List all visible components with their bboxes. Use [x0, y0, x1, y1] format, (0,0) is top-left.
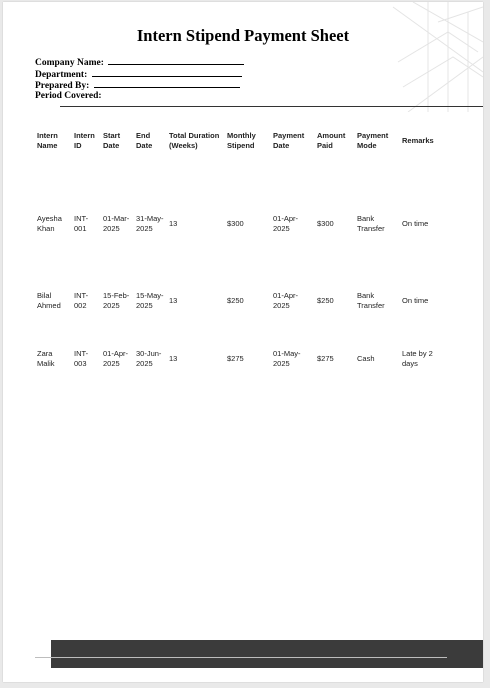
document-page: [3, 2, 483, 682]
prepared-by-label: Prepared By:: [35, 81, 90, 91]
footer-bar: [51, 640, 483, 668]
cell-end-date: 31-May-2025: [136, 213, 164, 233]
col-header-intern-id: Intern ID: [74, 130, 95, 150]
col-header-intern-name: Intern Name: [37, 130, 58, 150]
cell-amount-paid: $300: [317, 218, 334, 228]
col-header-end-date: End Date: [136, 130, 153, 150]
company-name-line[interactable]: [108, 56, 244, 65]
col-header-duration: Total Duration (Weeks): [169, 130, 220, 150]
cell-intern-name: Ayesha Khan: [37, 213, 62, 233]
cell-payment-date: 01-Apr-2025: [273, 290, 299, 310]
company-name-label: Company Name:: [35, 58, 104, 68]
cell-amount-paid: $250: [317, 295, 334, 305]
department-line[interactable]: [92, 68, 242, 77]
prepared-by-field[interactable]: [35, 79, 244, 91]
cell-start-date: 15-Feb-2025: [103, 290, 130, 310]
cell-payment-date: 01-Apr-2025: [273, 213, 299, 233]
cell-remarks: On time: [402, 218, 429, 228]
table-header-row: [35, 124, 450, 158]
cell-monthly-stipend: $250: [227, 295, 244, 305]
document-meta-fields: [35, 56, 244, 102]
building-watermark-graphic: [353, 2, 483, 112]
cell-payment-mode: Bank Transfer: [357, 213, 385, 233]
cell-amount-paid: $275: [317, 353, 334, 363]
cell-remarks: Late by 2 days: [402, 348, 433, 368]
table-row: [35, 272, 450, 330]
cell-duration: 13: [169, 295, 178, 305]
col-header-payment-mode: Payment Mode: [357, 130, 389, 150]
cell-intern-name: Bilal Ahmed: [37, 290, 61, 310]
col-header-amount-paid: Amount Paid: [317, 130, 346, 150]
cell-payment-mode: Bank Transfer: [357, 290, 385, 310]
department-field[interactable]: [35, 68, 244, 80]
cell-duration: 13: [169, 353, 178, 363]
cell-start-date: 01-Mar-2025: [103, 213, 130, 233]
cell-monthly-stipend: $275: [227, 353, 244, 363]
period-covered-label: Period Covered:: [35, 90, 102, 101]
department-label: Department:: [35, 69, 88, 80]
cell-payment-date: 01-May-2025: [273, 348, 301, 368]
period-covered-field[interactable]: [35, 91, 244, 103]
table-row: [35, 330, 450, 388]
footer-divider: [35, 657, 447, 658]
col-header-remarks: Remarks: [402, 135, 434, 145]
cell-duration: 13: [169, 218, 178, 228]
stipend-table: [35, 124, 450, 388]
cell-intern-id: INT-003: [74, 348, 89, 368]
col-header-payment-date: Payment Date: [273, 130, 305, 150]
cell-intern-id: INT-001: [74, 213, 89, 233]
header-divider: [60, 106, 483, 107]
cell-start-date: 01-Apr-2025: [103, 348, 129, 368]
col-header-start-date: Start Date: [103, 130, 121, 150]
cell-intern-id: INT-002: [74, 290, 89, 310]
cell-remarks: On time: [402, 295, 429, 305]
table-row: [35, 158, 450, 272]
prepared-by-line[interactable]: [94, 79, 240, 88]
cell-intern-name: Zara Malik: [37, 348, 55, 368]
cell-payment-mode: Cash: [357, 353, 375, 363]
cell-end-date: 15-May-2025: [136, 290, 164, 310]
cell-monthly-stipend: $300: [227, 218, 244, 228]
cell-end-date: 30-Jun-2025: [136, 348, 162, 368]
document-title: Intern Stipend Payment Sheet: [136, 26, 350, 45]
col-header-monthly-stipend: Monthly Stipend: [227, 130, 256, 150]
company-name-field[interactable]: [35, 56, 244, 68]
